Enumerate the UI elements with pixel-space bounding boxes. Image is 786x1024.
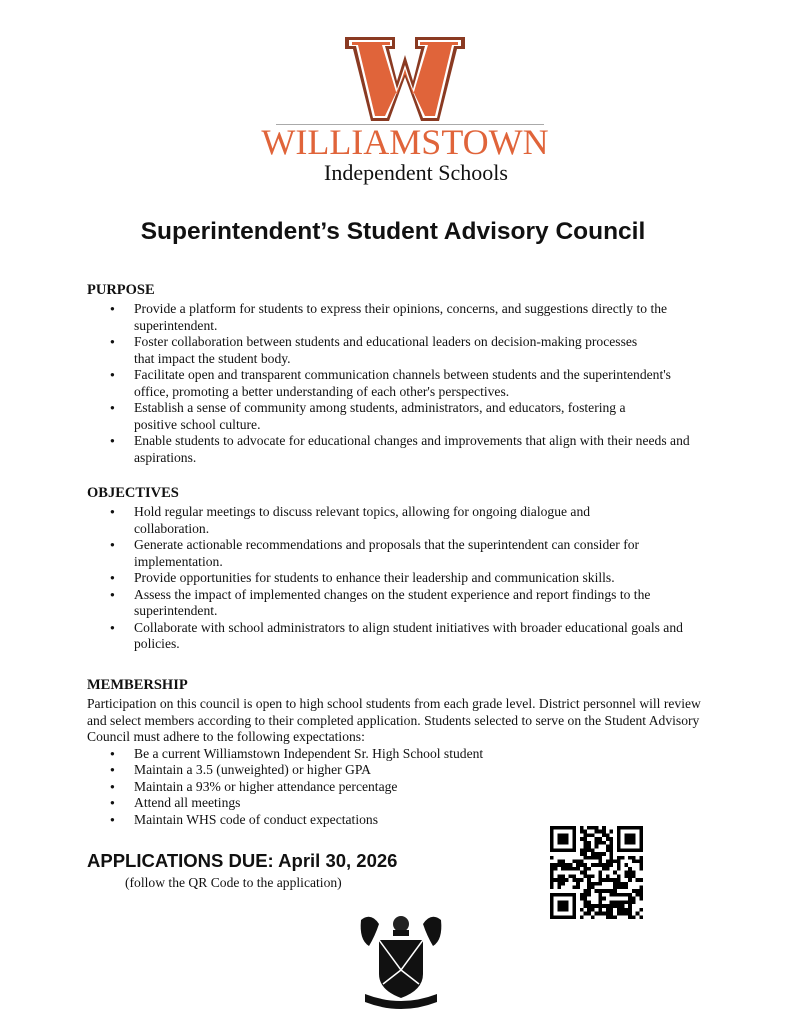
school-crest-icon: [355, 910, 447, 1014]
objectives-heading: OBJECTIVES: [87, 485, 179, 501]
list-item: ● Assess the impact of implemented changes on the student experience and report findings to the superintendent.: [134, 587, 707, 620]
williamstown-logo: [240, 35, 570, 185]
list-item: ● Establish a sense of community among students, administrators, and educators, fostering a positive school culture.: [134, 400, 707, 433]
list-item: ● Maintain WHS code of conduct expectations: [134, 812, 707, 829]
list-item: ● Maintain a 3.5 (unweighted) or higher GPA: [134, 762, 707, 779]
membership-intro: Participation on this council is open to high school students from each grade level. District personnel will review and select members according to their completed application. Students selected to serve on the Student Advisory Council must adhere to the following expectations:: [87, 696, 701, 744]
membership-list: [87, 746, 707, 829]
purpose-list: [87, 301, 707, 466]
list-item: ● Provide opportunities for students to enhance their leadership and communication skills.: [134, 570, 707, 587]
list-item: ● Be a current Williamstown Independent Sr. High School student: [134, 746, 707, 763]
list-item: ● Enable students to advocate for educational changes and improvements that align with their needs and aspirations.: [134, 433, 707, 466]
page-title: Superintendent’s Student Advisory Council: [140, 218, 646, 245]
list-item: ● Provide a platform for students to express their opinions, concerns, and suggestions directly to the superintendent.: [134, 301, 707, 334]
list-item: ● Foster collaboration between students and educational leaders on decision-making processes that impact the student body.: [134, 334, 707, 367]
objectives-list: [87, 504, 707, 653]
membership-heading: MEMBERSHIP: [87, 677, 188, 693]
list-item: ● Hold regular meetings to discuss relevant topics, allowing for ongoing dialogue and collaboration.: [134, 504, 707, 537]
list-item: ● Maintain a 93% or higher attendance percentage: [134, 779, 707, 796]
membership-section: [87, 677, 707, 828]
w-logo-icon: [345, 37, 465, 121]
purpose-heading: PURPOSE: [87, 282, 155, 298]
purpose-section: [87, 282, 707, 466]
applications-note: (follow the QR Code to the application): [125, 875, 342, 890]
logo-name: WILLIAMSTOWN: [261, 126, 549, 159]
list-item: ● Facilitate open and transparent communication channels between students and the superintendent's office, promoting a better understanding of each other's perspectives.: [134, 367, 707, 400]
logo-subtitle: Independent Schools: [324, 160, 508, 185]
qr-code-icon[interactable]: [550, 826, 643, 919]
list-item: ● Attend all meetings: [134, 795, 707, 812]
list-item: ● Collaborate with school administrators to align student initiatives with broader educational goals and policies.: [134, 620, 707, 653]
list-item: ● Generate actionable recommendations and proposals that the superintendent can consider for implementation.: [134, 537, 707, 570]
applications-due: APPLICATIONS DUE: April 30, 2026: [87, 850, 398, 871]
objectives-section: [87, 485, 707, 653]
